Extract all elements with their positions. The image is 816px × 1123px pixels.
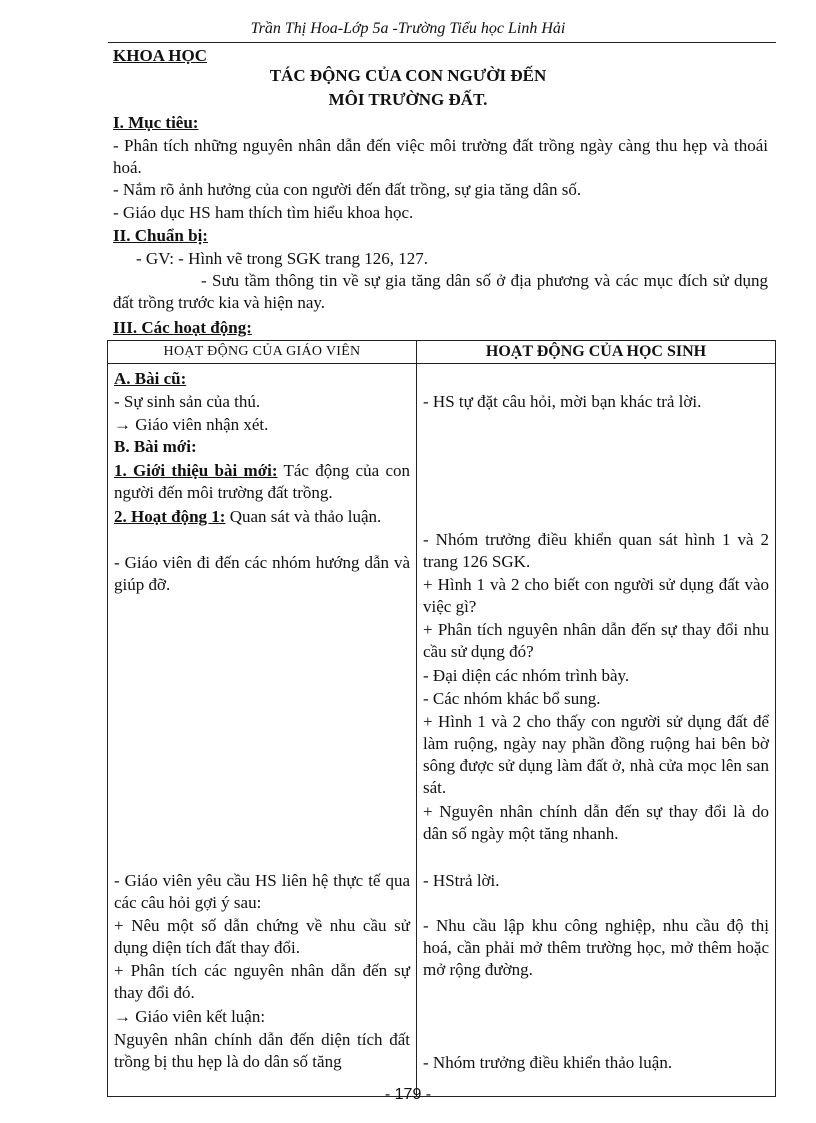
- student-item-4: + Phân tích nguyên nhân dẫn đến sự thay đổi nhu cầu sử dụng đó?: [423, 620, 769, 661]
- old-lesson-item: - Sự sinh sản của thú.: [114, 392, 261, 411]
- student-item-5: - Đại diện các nhóm trình bày.: [423, 666, 630, 685]
- student-item-11: - Nhóm trưởng điều khiển thảo luận.: [423, 1053, 673, 1072]
- teacher-guidance: - Giáo viên đi đến các nhóm hướng dẫn và giúp đỡ.: [114, 553, 410, 594]
- intro-text: Tác động của con người đến môi trường đất trồng.: [114, 461, 410, 502]
- page-header: Trần Thị Hoa-Lớp 5a -Trường Tiểu học Linh Hải: [250, 20, 566, 37]
- student-item-3: + Hình 1 và 2 cho biết con người sử dụng đất vào việc gì?: [423, 575, 769, 616]
- header-rule: [108, 42, 776, 43]
- preparation-item-1: - GV: - Hình vẽ trong SGK trang 126, 127.: [136, 249, 428, 268]
- teacher-conclusion-note: → Giáo viên kết luận:: [114, 1007, 266, 1026]
- lesson-title-line-2: MÔI TRƯỜNG ĐẤT.: [328, 90, 488, 109]
- student-item-1: - HS tự đặt câu hỏi, mời bạn khác trả lời.: [423, 392, 702, 411]
- activity-1-label: 2. Hoạt động 1:: [114, 507, 226, 526]
- activity-1-text: Quan sát và thảo luận.: [225, 507, 382, 526]
- teacher-question-2: + Phân tích các nguyên nhân dẫn đến sự thay đổi đó.: [114, 961, 410, 1002]
- student-item-10: - Nhu cầu lập khu công nghiệp, nhu cầu độ thị hoá, cần phải mở thêm trường học, mở thêm hoặc mở rộng đường.: [423, 916, 769, 979]
- old-lesson-heading: A. Bài cũ:: [114, 369, 187, 388]
- teacher-review-note: → Giáo viên nhận xét.: [114, 415, 269, 434]
- student-item-9: - HStrả lời.: [423, 871, 500, 890]
- objectives-heading: I. Mục tiêu:: [113, 113, 199, 132]
- objective-item-3: - Giáo dục HS ham thích tìm hiểu khoa học.: [113, 203, 414, 222]
- teacher-request: - Giáo viên yêu cầu HS liên hệ thực tế qua các câu hỏi gợi ý sau:: [114, 871, 410, 912]
- student-item-6: - Các nhóm khác bổ sung.: [423, 689, 601, 708]
- objective-item-2: - Nắm rõ ảnh hưởng của con người đến đất trồng, sự gia tăng dân số.: [113, 180, 582, 199]
- student-item-7: + Hình 1 và 2 cho thấy con người sử dụng đất để làm ruộng, ngày nay phần đồng ruộng hai bên bờ sông được sử dụng làm đất ở, nhà cửa mọc lên san sát.: [423, 712, 769, 797]
- table-header-row: [108, 341, 776, 364]
- preparation-item-2: - Sưu tầm thông tin về sự gia tăng dân số ở địa phương và các mục đích sử dụng đất trồng trước kia và hiện nay.: [113, 271, 768, 312]
- preparation-heading: II. Chuẩn bị:: [113, 226, 208, 245]
- teacher-conclusion: Nguyên nhân chính dẫn đến diện tích đất trồng bị thu hẹp là do dân số tăng: [114, 1030, 410, 1071]
- objective-item-1: - Phân tích những nguyên nhân dẫn đến việc môi trường đất trồng ngày càng thu hẹp và thoái hoá.: [113, 136, 768, 177]
- student-column-header: HOẠT ĐỘNG CỦA HỌC SINH: [417, 341, 776, 364]
- new-lesson-heading: B. Bài mới:: [114, 437, 197, 456]
- teacher-cell: [108, 364, 417, 1097]
- table-body-row: [108, 364, 776, 1097]
- lesson-title-line-1: TÁC ĐỘNG CỦA CON NGƯỜI ĐẾN: [269, 66, 547, 85]
- student-item-2: - Nhóm trưởng điều khiển quan sát hình 1 và 2 trang 126 SGK.: [423, 530, 769, 571]
- student-cell: [417, 364, 776, 1097]
- teacher-question-1: + Nêu một số dẫn chứng về nhu cầu sử dụng diện tích đất thay đổi.: [114, 916, 410, 957]
- activities-table: [107, 340, 776, 1097]
- intro-new-lesson: [114, 460, 410, 504]
- teacher-column-header: HOẠT ĐỘNG CỦA GIÁO VIÊN: [108, 341, 417, 364]
- page-number: - 179 -: [384, 1086, 432, 1103]
- intro-label: 1. Giới thiệu bài mới:: [114, 461, 278, 480]
- student-item-8: + Nguyên nhân chính dẫn đến sự thay đổi là do dân số ngày một tăng nhanh.: [423, 802, 769, 843]
- activities-heading: III. Các hoạt động:: [113, 318, 252, 337]
- subject-label: KHOA HỌC: [113, 46, 207, 65]
- activity-1: [114, 506, 410, 528]
